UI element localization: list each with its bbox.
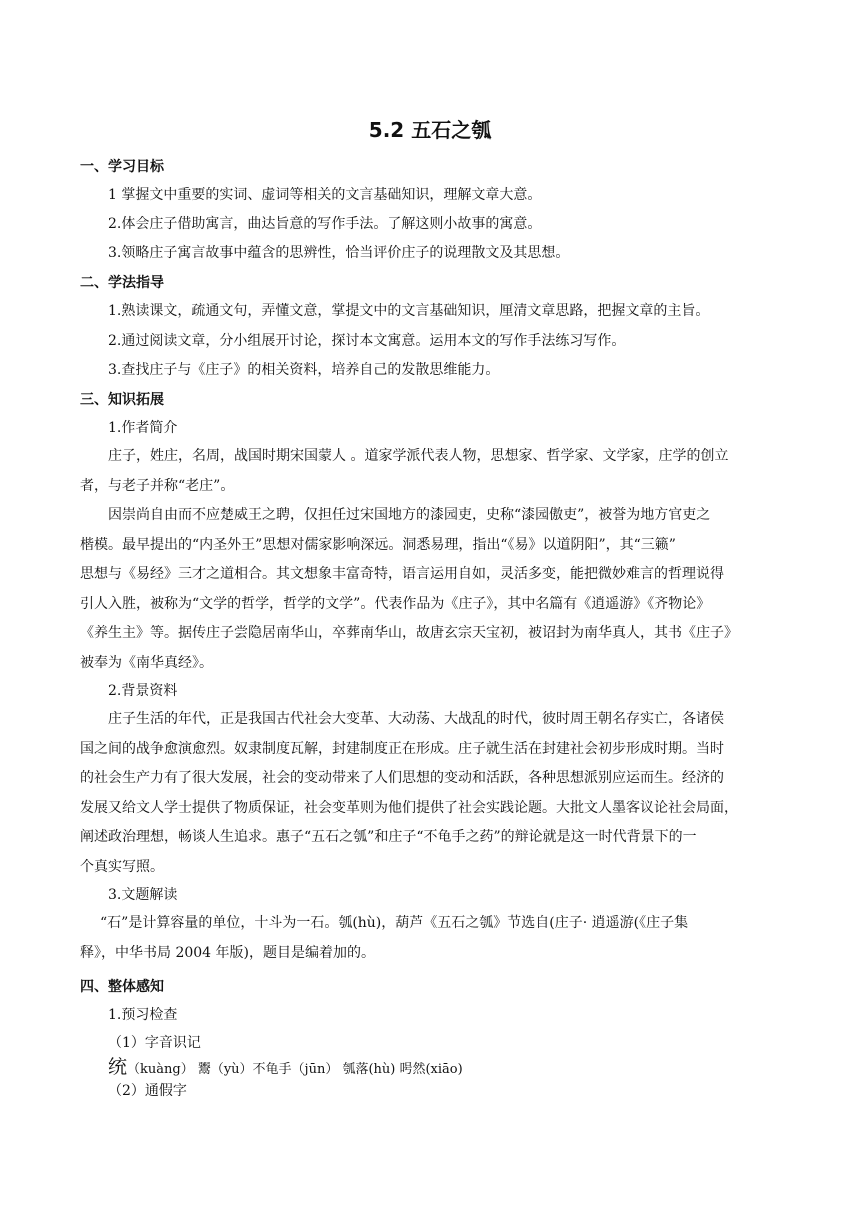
- paragraph-line: 引人入胜，被称为“文学的哲学，哲学的文学”。代表作品为《庄子》，其中名篇有《逍遥游》《齐物论》: [80, 595, 711, 612]
- paragraph-author-intro: [80, 442, 784, 501]
- paragraph-background: [80, 705, 784, 883]
- paragraph-line: 因崇尚自由而不应楚威王之聘，仅担任过宋国地方的漆园吏，史称“漆园傲吏”，被誉为地方官吏之: [108, 507, 711, 523]
- paragraph-line: 国之间的战争愈演愈烈。奴隶制度瓦解，封建制度正在形成。庄子就生活在封建社会初步形成时期。当时: [80, 740, 724, 757]
- section-heading-knowledge-expansion: 三、知识拓展: [80, 392, 164, 408]
- pronunciation-items: （kuàng） 鬻（yù）不龟手（jūn） 瓠落(hù) 呺然(xiāo): [127, 1062, 463, 1077]
- section-heading-overall-perception: 四、整体感知: [80, 979, 164, 995]
- paragraph-line: 《养生主》等。据传庄子尝隐居南华山，卒葬南华山，故唐玄宗天宝初，被诏封为南华真人，其书《庄子》: [80, 625, 738, 642]
- list-item: 2.通过阅读文章，分小组展开讨论，探讨本文寓意。运用本文的写作手法练习写作。: [108, 333, 626, 349]
- page-title: 5.2 五石之瓠: [368, 118, 492, 142]
- subheading-title-interpretation: 3.文题解读: [108, 887, 178, 903]
- paragraph-line: 楷模。最早提出的“内圣外王”思想对儒家影响深远。洞悉易理，指出“《易》以道阴阳”，其“三籁”: [80, 536, 676, 553]
- paragraph-line: 庄子生活的年代，正是我国古代社会大变革、大动荡、大战乱的时代，彼时周王朝名存实亡，各诸侯: [108, 711, 724, 727]
- paragraph-line: 个真实写照。: [80, 858, 164, 875]
- paragraph-line: 者，与老子并称“老庄”。: [80, 477, 235, 494]
- question-pronunciation: （1）字音识记: [108, 1035, 201, 1051]
- paragraph-line: “石”是计算容量的单位，十斗为一石。瓠(hù)，葫芦《五石之瓠》节选自(庄子· 逍遥游(《庄子集: [100, 915, 689, 931]
- list-item: 3.查找庄子与《庄子》的相关资料，培养自己的发散思维能力。: [108, 362, 500, 378]
- section-heading-study-method: 二、学法指导: [80, 275, 164, 291]
- subheading-preview-check: 1.预习检查: [108, 1007, 178, 1023]
- question-interchangeable-characters: （2）通假字: [108, 1083, 187, 1099]
- list-item: 1.熟读课文，疏通文句，弄懂文意，掌提文中的文言基础知识，厘清文章思路，把握文章的主旨。: [108, 303, 710, 319]
- list-item: 2.体会庄子借助寓言，曲达旨意的写作手法。了解这则小故事的寓意。: [108, 216, 542, 232]
- paragraph-line: 发展又给文人学士提供了物质保证，社会变革则为他们提供了社会实践论题。大批文人墨客议论社会局面，: [80, 799, 738, 816]
- paragraph-title-interpretation: [80, 909, 784, 968]
- list-item: 3.领略庄子寓言故事中蕴含的思辨性，恰当评价庄子的说理散文及其思想。: [108, 245, 570, 261]
- subheading-author: 1.作者简介: [108, 420, 178, 436]
- paragraph-line: 庄子，姓庄，名周，战国时期宋国蒙人 。道家学派代表人物，思想家、哲学家、文学家，庄学的创立: [108, 448, 729, 464]
- paragraph-author-detail: [80, 501, 784, 679]
- paragraph-line: 释》，中华书局 2004 年版)，题目是编着加的。: [80, 944, 375, 961]
- section-heading-learning-goals: 一、学习目标: [80, 159, 164, 175]
- paragraph-line: 被奉为《南华真经》。: [80, 654, 213, 671]
- list-item: 1 掌握文中重要的实词、虚词等相关的文言基础知识，理解文章大意。: [108, 187, 542, 203]
- pronunciation-character: 统: [108, 1056, 128, 1078]
- paragraph-line: 的社会生产力有了很大发展，社会的变动带来了人们思想的变动和活跃，各种思想派别应运而生。经济的: [80, 770, 724, 787]
- paragraph-line: 阐述政治理想，畅谈人生追求。惠子“五石之瓠”和庄子“不龟手之药”的辩论就是这一时代背景下的一: [80, 829, 697, 846]
- pronunciation-line: [108, 1057, 463, 1080]
- subheading-background: 2.背景资料: [108, 683, 178, 699]
- paragraph-line: 思想与《易经》三才之道相合。其文想象丰富奇特，语言运用自如，灵活多变，能把微妙难言的哲理说得: [80, 566, 724, 583]
